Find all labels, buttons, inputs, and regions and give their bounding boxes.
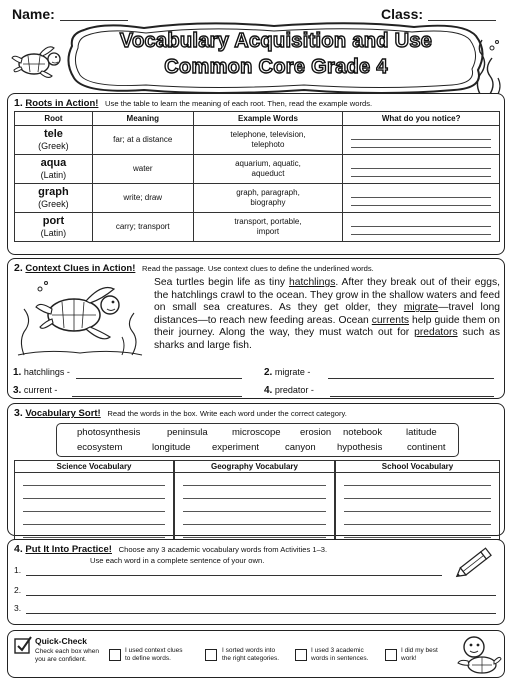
label-line: I used context clues [125, 647, 183, 654]
word-bank-word: canyon [285, 442, 316, 453]
roots-table [14, 111, 500, 242]
meaning-cell: write; draw [92, 184, 193, 213]
sentence-line-1[interactable] [26, 566, 442, 576]
subtitle-line: you are confident. [35, 656, 87, 663]
meaning-cell: far; at a distance [92, 126, 193, 155]
name-field[interactable] [60, 6, 128, 21]
examples-cell [193, 155, 343, 184]
pencil-icon [454, 544, 498, 580]
page-title-line1: Vocabulary Acquisition and Use [119, 30, 433, 52]
answer-line[interactable] [23, 499, 165, 512]
section1-instructions: Use the table to learn the meaning of each root. Then, read the example words. [105, 99, 373, 108]
table-row [15, 126, 500, 155]
name-label: Name: [12, 6, 55, 22]
notice-answer-field[interactable] [343, 126, 500, 155]
context-item [13, 367, 70, 378]
word-bank [56, 423, 459, 457]
underlined-word: hatchlings [288, 277, 336, 288]
answer-line[interactable] [344, 499, 491, 512]
item-number: 3. [13, 385, 22, 396]
self-check-label [222, 647, 279, 663]
examples-line: aqueduct [251, 169, 285, 178]
column-header: What do you notice? [343, 112, 500, 126]
examples-line: telephoto [251, 140, 285, 149]
context-item [13, 385, 57, 396]
meaning-cell: water [92, 155, 193, 184]
sea-turtle-icon [8, 42, 64, 82]
item-word: hatchlings - [23, 367, 70, 377]
passage-text: such as sharks and large fish. [154, 327, 500, 351]
column-header: Root [15, 112, 93, 126]
section-practice [7, 539, 505, 625]
self-check-checkbox[interactable] [295, 649, 307, 661]
column-header: Example Words [193, 112, 343, 126]
answer-line[interactable] [344, 473, 491, 486]
root-language: (Latin) [40, 228, 67, 239]
item-word: predator - [274, 385, 314, 395]
section2-number: 2. [14, 262, 23, 274]
seaweed-icon [470, 38, 506, 94]
notice-answer-field[interactable] [343, 155, 500, 184]
column-header: Meaning [92, 112, 193, 126]
word-bank-word: longitude [152, 442, 191, 453]
label-line: I did my best [401, 647, 438, 654]
root-language: (Greek) [38, 199, 69, 210]
underlined-word: currents [371, 314, 409, 326]
baby-turtle-icon [454, 633, 502, 675]
section4-heading [14, 543, 327, 555]
root-word: tele [43, 127, 63, 140]
sentence-number: 2. [14, 585, 22, 595]
item-number: 2. [264, 367, 273, 378]
root-word: port [42, 214, 65, 227]
self-check-checkbox[interactable] [205, 649, 217, 661]
examples-line: graph, paragraph, [236, 188, 300, 197]
self-check-label [311, 647, 368, 663]
category-header: School Vocabulary [336, 461, 499, 473]
category-header: Science Vocabulary [15, 461, 173, 473]
root-language: (Latin) [40, 170, 67, 181]
table-row [15, 213, 500, 242]
label-line: the right categories. [222, 655, 280, 662]
label-line: I used 3 academic [311, 647, 364, 654]
meaning-cell: carry; transport [92, 213, 193, 242]
definition-field[interactable] [72, 385, 242, 397]
context-item [264, 367, 310, 378]
section1-title: Roots in Action! [25, 98, 99, 109]
quick-check-title: Quick-Check [35, 636, 87, 646]
word-bank-word: notebook [343, 427, 383, 438]
label-line: to define words. [125, 655, 171, 662]
table-row [15, 184, 500, 213]
quick-check-panel [7, 630, 505, 678]
section4-title: Put It Into Practice! [25, 544, 112, 555]
examples-cell [193, 213, 343, 242]
examples-line: telephone, television, [230, 130, 306, 139]
underlined-word: migrate [403, 302, 439, 314]
underlined-word: predators [414, 327, 458, 339]
answer-line[interactable] [183, 525, 326, 538]
category-header: Geography Vocabulary [175, 461, 334, 473]
subtitle-line: Check each box when [35, 648, 99, 655]
examples-cell [193, 126, 343, 155]
sentence-line-2[interactable] [26, 586, 496, 596]
section4-instructions-line2: Use each word in a complete sentence of your own. [90, 556, 265, 565]
section3-number: 3. [14, 407, 23, 419]
examples-line: transport, portable, [234, 217, 302, 226]
section-context-clues [7, 258, 505, 399]
sea-turtle-illustration-icon [16, 277, 144, 357]
section2-heading [14, 262, 374, 274]
section2-instructions: Read the passage. Use context clues to define the underlined words. [142, 264, 374, 273]
item-number: 4. [264, 385, 273, 396]
item-word: current - [23, 385, 58, 395]
root-cell [15, 213, 93, 242]
section-roots [7, 93, 505, 255]
notice-answer-field[interactable] [343, 184, 500, 213]
definition-field[interactable] [330, 385, 494, 397]
answer-line[interactable] [344, 512, 491, 525]
table-header-row [15, 112, 500, 126]
word-bank-word: experiment [212, 442, 259, 453]
root-cell [15, 155, 93, 184]
root-word: graph [38, 185, 69, 198]
category-column-science [14, 460, 174, 540]
word-bank-word: continent [407, 442, 446, 453]
answer-line[interactable] [183, 512, 326, 525]
root-cell [15, 184, 93, 213]
examples-line: import [256, 227, 280, 236]
answer-line[interactable] [344, 486, 491, 499]
section3-heading [14, 407, 347, 419]
section2-title: Context Clues in Action! [25, 263, 136, 274]
section4-instructions: Choose any 3 academic vocabulary words from Activities 1–3. [118, 545, 328, 554]
passage-text: . After they break out of their eggs, the hatchlings crawl to the ocean. They grow in the shallow waters and feed on small sea creatures. As they get older, they [154, 277, 500, 314]
answer-line[interactable] [183, 499, 326, 512]
page-title-line2: Common Core Grade 4 [164, 56, 388, 78]
word-bank-word: ecosystem [77, 442, 123, 453]
item-number: 1. [13, 367, 22, 378]
context-item [264, 385, 314, 396]
definition-field[interactable] [328, 367, 494, 379]
section3-title: Vocabulary Sort! [25, 408, 101, 419]
section1-heading [14, 97, 372, 109]
word-bank-word: photosynthesis [77, 427, 141, 438]
examples-line: aquarium, aquatic, [235, 159, 301, 168]
answer-line[interactable] [183, 486, 326, 499]
section4-number: 4. [14, 543, 23, 555]
answer-line[interactable] [23, 525, 165, 538]
class-label: Class: [381, 6, 424, 22]
quick-check-subtitle [35, 648, 99, 664]
definition-field[interactable] [76, 367, 242, 379]
item-word: migrate - [274, 367, 311, 377]
reading-passage [154, 277, 500, 353]
answer-line[interactable] [23, 473, 165, 486]
word-bank-word: peninsula [167, 427, 208, 438]
answer-line[interactable] [23, 512, 165, 525]
section-vocabulary-sort [7, 403, 505, 536]
section3-instructions: Read the words in the box. Write each word under the correct category. [107, 409, 347, 418]
root-word: aqua [40, 156, 67, 169]
root-cell [15, 126, 93, 155]
self-check-checkbox[interactable] [109, 649, 121, 661]
self-check-checkbox[interactable] [385, 649, 397, 661]
word-bank-word: hypothesis [337, 442, 383, 453]
passage-text: help guide them on their journey. Along the way, they must watch out for [154, 314, 500, 339]
self-check-label [125, 647, 182, 663]
examples-cell [193, 184, 343, 213]
passage-text: —travel long distances—to reach new feeding areas. Ocean [154, 302, 500, 326]
label-line: work! [401, 655, 417, 662]
notice-answer-field[interactable] [343, 213, 500, 242]
word-bank-word: latitude [406, 427, 437, 438]
sentence-number: 3. [14, 603, 22, 613]
class-field[interactable] [428, 6, 496, 21]
answer-line[interactable] [344, 525, 491, 538]
category-column-school [335, 460, 500, 540]
word-bank-word: microscope [232, 427, 281, 438]
checkmark-icon [14, 636, 32, 654]
examples-line: biography [250, 198, 286, 207]
sentence-line-3[interactable] [26, 604, 496, 614]
label-line: I sorted words into [222, 647, 276, 654]
section1-number: 1. [14, 97, 23, 109]
table-row [15, 155, 500, 184]
word-bank-word: erosion [300, 427, 332, 438]
answer-line[interactable] [183, 473, 326, 486]
label-line: words in sentences. [311, 655, 369, 662]
self-check-label [401, 647, 438, 663]
answer-line[interactable] [23, 486, 165, 499]
sentence-number: 1. [14, 565, 22, 575]
passage-text: Sea turtles begin life as tiny [154, 277, 289, 288]
category-column-geography [174, 460, 335, 540]
root-language: (Greek) [38, 141, 69, 152]
